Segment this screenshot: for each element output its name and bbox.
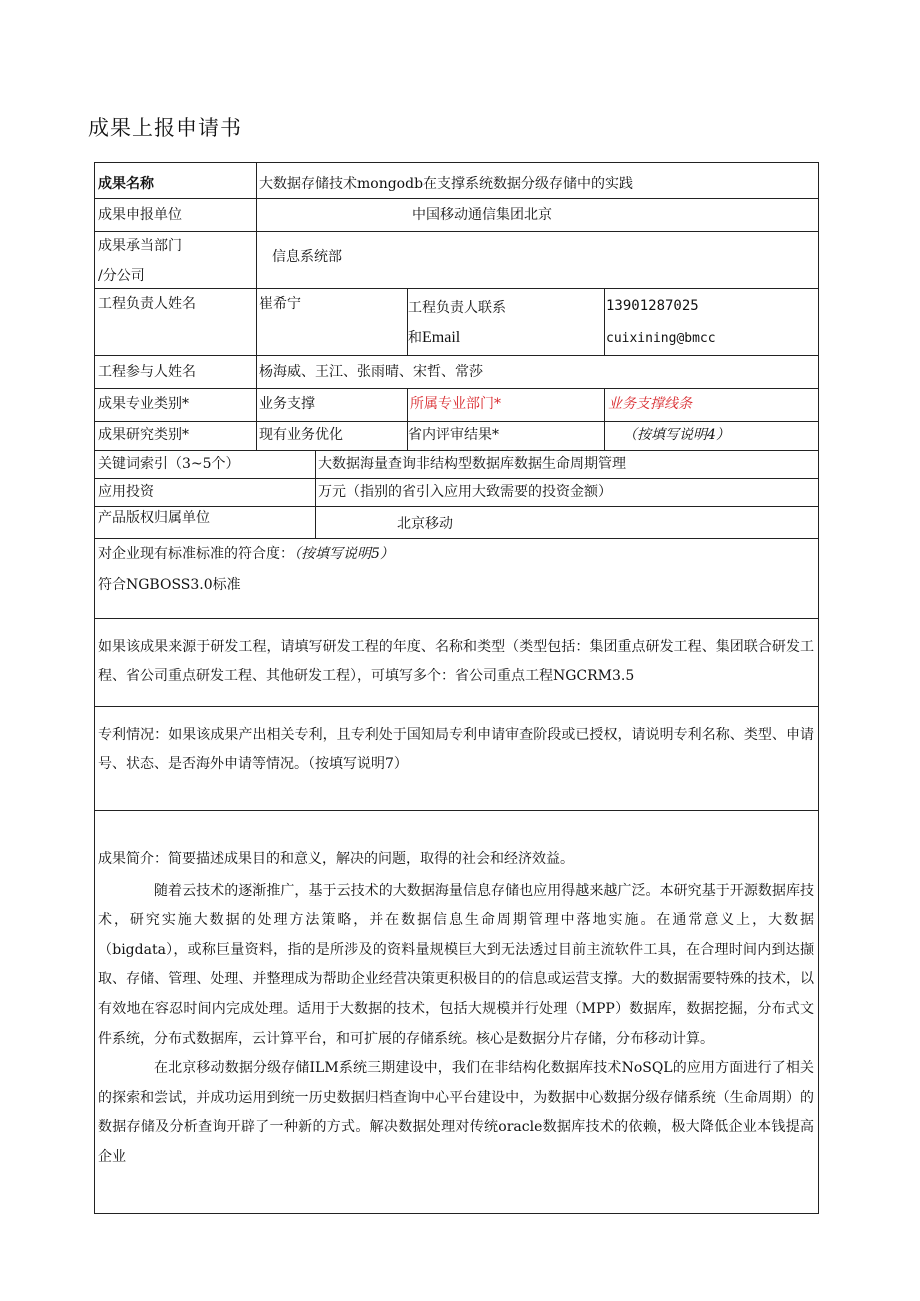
participants-label: 工程参与人姓名: [98, 364, 196, 380]
lead-contact-label-and: 和Email: [408, 329, 461, 346]
department-label-sub: /分公司: [98, 268, 145, 284]
specialty-category-value: 业务支撑: [259, 396, 315, 412]
participants-value: 杨海威、王江、张雨晴、宋哲、常莎: [259, 364, 483, 380]
lead-contact-label: 工程负责人联系: [408, 300, 506, 316]
standard-compliance-prompt: 对企业现有标准标准的符合度：（按填写说明5）: [98, 546, 394, 562]
page-title: 成果上报申请书: [88, 116, 242, 140]
review-result-label: 省内评审结果*: [408, 427, 499, 443]
summary-heading: 成果简介：简要描述成果目的和意义，解决的问题，取得的社会和经济效益。: [98, 851, 574, 867]
summary-section: [95, 845, 817, 1173]
research-category-label: 成果研究类别*: [98, 427, 189, 443]
summary-paragraph-1: 随着云技术的逐渐推广，基于云技术的大数据海量信息存储也应用得越来越广泛。本研究基于开源数据库技术，研究实施大数据的处理方法策略，并在数据信息生命周期管理中落地实施。在通常意义上，大数据（bigdata），或称巨量资料，指的是所涉及的资料量规模巨大到无法透过目前主流软件工具，在合理时间内到达撷取、存储、管理、处理、并整理成为帮助企业经营决策更积极目的的信息或运营支撑。大的数据需要特殊的技术，以有效地在容忍时间内完成处理。适用于大数据的技术，包括大规模并行处理（MPP）数据库，数据挖掘，分布式文件系统，分布式数据库，云计算平台，和可扩展的存储系统。核心是数据分片存储，分布移动计算。: [98, 882, 814, 1047]
reporting-unit-value: 中国移动通信集团北京: [412, 207, 552, 223]
investment-value: 万元（指别的省引入应用大致需要的投资金额）: [318, 484, 612, 500]
patent-text: 专利情况：如果该成果产出相关专利，且专利处于国知局专利申请审查阶段或已授权，请说明专利名称、类型、申请号、状态、是否海外申请等情况。（按填写说明7）: [98, 727, 814, 772]
reporting-unit-label: 成果申报单位: [98, 207, 182, 223]
keywords-value: 大数据海量查询非结构型数据库数据生命周期管理: [318, 456, 626, 472]
specialty-dept-value: 业务支撑线条: [608, 396, 692, 412]
specialty-category-label: 成果专业类别*: [98, 396, 189, 412]
project-lead-label: 工程负责人姓名: [98, 296, 196, 312]
project-source-text: 如果该成果来源于研发工程，请填写研发工程的年度、名称和类型（类型包括：集团重点研发工程、集团联合研发工程、省公司重点研发工程、其他研发工程），可填写多个：省公司重点工程NGCRM3.5: [98, 639, 814, 684]
application-form: [94, 162, 819, 1214]
department-value: 信息系统部: [272, 249, 342, 265]
keywords-label: 关键词索引（3~5个）: [98, 456, 240, 472]
lead-email: cuixining@bmcc: [606, 331, 716, 346]
research-category-value: 现有业务优化: [259, 427, 343, 443]
review-result-value: （按填写说明4）: [623, 427, 730, 443]
achievement-name-value: 大数据存储技术mongodb在支撑系统数据分级存储中的实践: [259, 176, 634, 192]
achievement-name-label: 成果名称: [98, 176, 154, 192]
lead-phone: 13901287025: [606, 298, 699, 314]
summary-paragraph-2: 在北京移动数据分级存储ILM系统三期建设中，我们在非结构化数据库技术NoSQL的应用方面进行了相关的探索和尝试，并成功运用到统一历史数据归档查询中心平台建设中，为数据中心数据分级存储系统（生命周期）的数据存储及分析查询开辟了一种新的方式。解决数据处理对传统oracle数据库技术的依赖，极大降低企业本钱提高企业: [98, 1060, 814, 1165]
standard-compliance-value: 符合NGBOSS3.0标准: [98, 577, 241, 593]
investment-label: 应用投资: [98, 484, 154, 500]
copyright-owner-label: 产品版权归属单位: [98, 510, 210, 526]
copyright-owner-value: 北京移动: [397, 516, 453, 532]
specialty-dept-label: 所属专业部门*: [410, 396, 501, 412]
project-lead-value: 崔希宁: [259, 296, 301, 312]
department-label: 成果承当部门: [98, 238, 182, 254]
